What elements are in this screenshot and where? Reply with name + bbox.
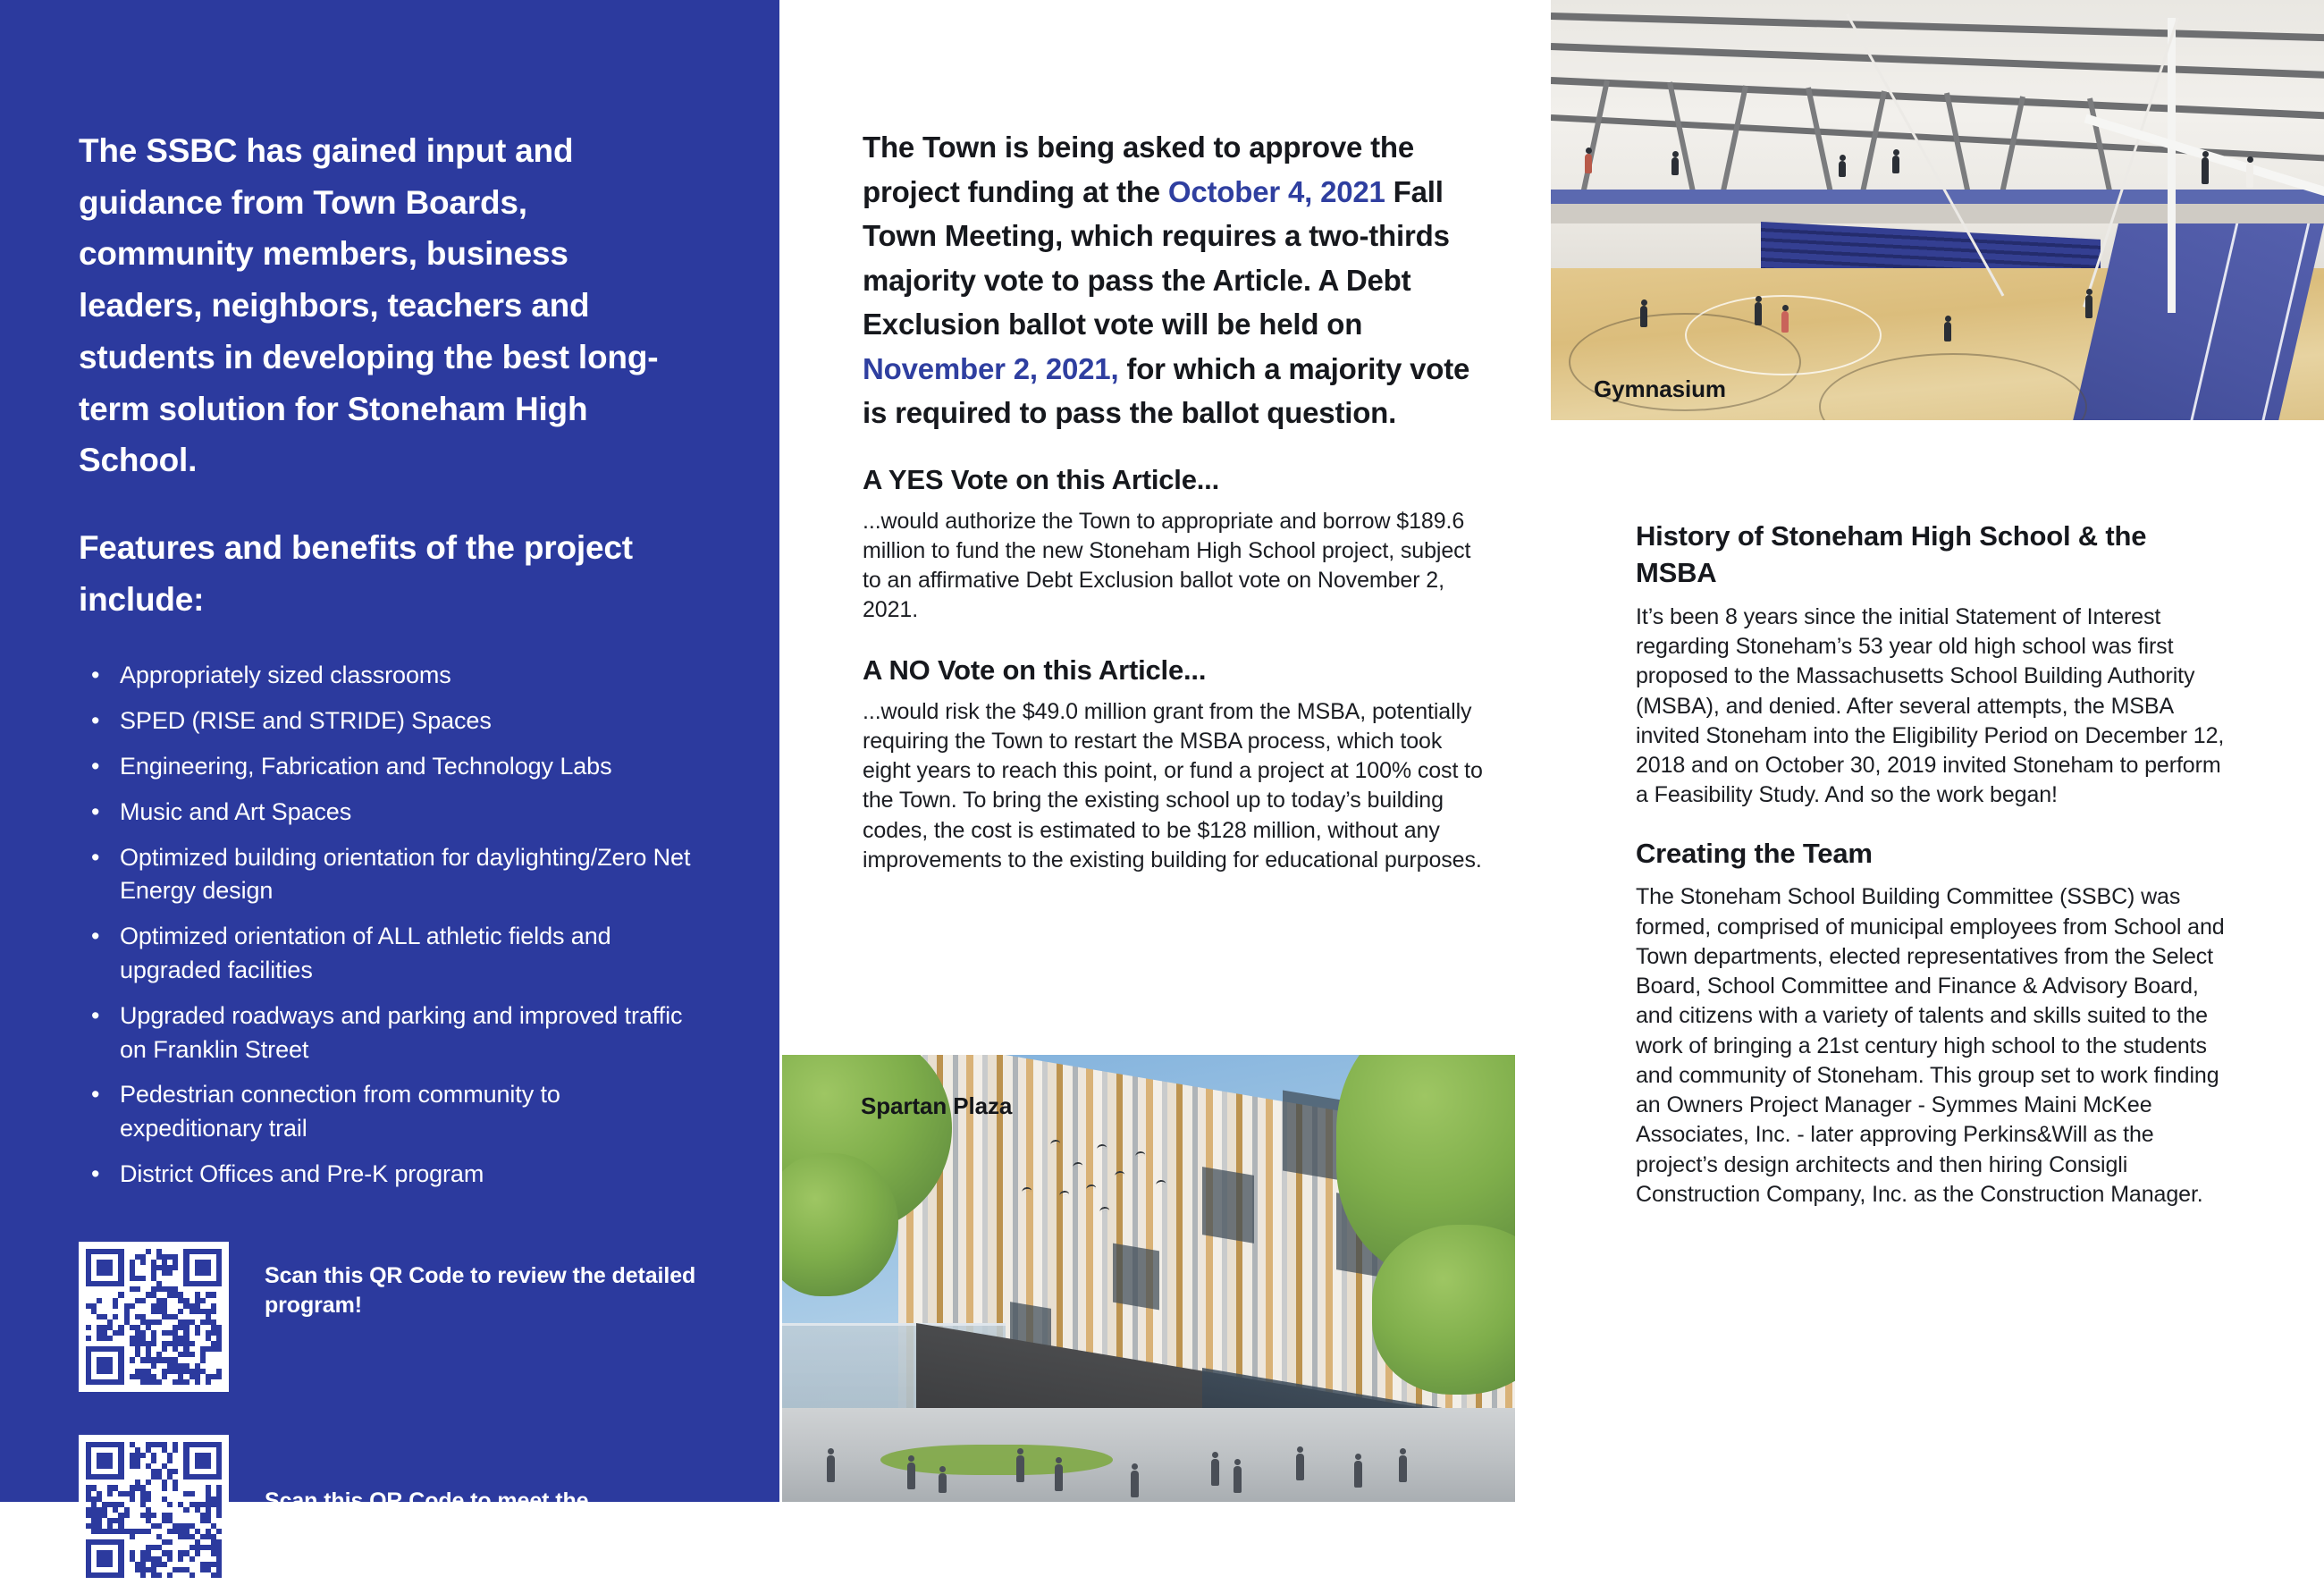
person-figure: [939, 1473, 947, 1493]
bullet-icon: •: [91, 1081, 100, 1109]
bullet-icon: •: [91, 923, 100, 950]
feature-item: [79, 1158, 701, 1192]
spartan-plaza-caption: Spartan Plaza: [861, 1092, 1013, 1119]
feature-label: Optimized orientation of ALL athletic fields and upgraded facilities: [120, 923, 611, 984]
voting-headline: [863, 125, 1488, 435]
person-figure: [1755, 302, 1762, 325]
person-figure: [1296, 1454, 1304, 1480]
feature-label: Engineering, Fabrication and Technology Labs: [120, 753, 612, 780]
bullet-icon: •: [91, 753, 100, 780]
history-body: It’s been 8 years since the initial Statement of Interest regarding Stoneham’s 53 year old high school was first proposed to the Massachusetts School Building Authority (MSBA), and denied. After several attempts, the MSBA invited Stoneham into the Eligibility Period on December 12, 2018 and on October 30, 2019 invited Stoneham to perform a Feasibility Study. And so the work began!: [1636, 603, 2225, 808]
yes-vote-heading: A YES Vote on this Article...: [863, 463, 1220, 495]
left-panel-headline: The SSBC has gained input and guidance from Town Boards, community members, business leaders, neighbors, teachers and students in developing the best long-term solution for Stoneham High School.: [79, 132, 659, 479]
person-figure: [1892, 156, 1899, 173]
facade-window: [1113, 1244, 1159, 1311]
qr-code-image[interactable]: [79, 1242, 229, 1392]
bullet-icon: •: [91, 843, 100, 871]
history-heading: History of Stoneham High School & the MSBA: [1636, 520, 2147, 588]
gymnasium-caption: Gymnasium: [1594, 375, 1726, 402]
right-column: [1636, 518, 2226, 1210]
feature-label: Appropriately sized classrooms: [120, 662, 451, 689]
feature-item: [79, 704, 701, 738]
features-list: [79, 659, 701, 1191]
bullet-icon: •: [91, 662, 100, 689]
person-figure: [1354, 1461, 1362, 1488]
person-figure: [2246, 163, 2253, 188]
qr-code-row[interactable]: [79, 1435, 701, 1585]
qr-code-caption: Scan this QR Code to meet the Stoneham School Building Committee members!: [265, 1488, 668, 1573]
person-figure: [907, 1463, 915, 1489]
feature-item: [79, 920, 701, 988]
person-figure: [1211, 1459, 1219, 1486]
no-vote-body: ...would risk the $49.0 million grant from the MSBA, potentially requiring the Town to restart the MSBA process, which took eight years to reach this point, or fund a project at 100% cost to the Town. To bring the existing school up to today’s building codes, the cost is estimated to be $128 million, without any improvements to the existing building for educational purposes.: [863, 698, 1483, 873]
person-figure: [1585, 154, 1592, 173]
person-figure: [1055, 1464, 1063, 1491]
no-vote-heading: A NO Vote on this Article...: [863, 653, 1207, 686]
person-figure: [827, 1455, 835, 1482]
person-figure: [1234, 1466, 1242, 1493]
feature-item: [79, 999, 701, 1067]
spartan-plaza-rendering: [782, 1055, 1515, 1502]
feature-label: Music and Art Spaces: [120, 797, 352, 825]
mezzanine-slab: [1551, 204, 2324, 223]
qr-code-row[interactable]: [79, 1242, 701, 1392]
volleyball-mast: [2168, 18, 2176, 313]
lawn: [880, 1445, 1113, 1475]
qr-code-caption: Scan this QR Code to review the detailed program!: [265, 1262, 696, 1319]
bullet-icon: •: [91, 797, 100, 825]
headline-accent-date: November 2, 2021,: [863, 351, 1119, 385]
person-figure: [1016, 1455, 1024, 1482]
headline-text: for which a majority vote is required to pass the ballot question.: [863, 351, 1470, 429]
person-figure: [1839, 161, 1846, 177]
headline-text: Fall Town Meeting, which requires a two-thirds majority vote to pass the Article. A Debt Exclusion ballot vote will be held on: [863, 174, 1450, 341]
feature-item: [79, 659, 701, 693]
gymnasium-rendering: [1551, 0, 2324, 420]
qr-code-image[interactable]: [79, 1435, 229, 1585]
bullet-icon: •: [91, 1001, 100, 1029]
feature-item: [79, 841, 701, 909]
headline-accent-date: October 4, 2021: [1167, 174, 1385, 208]
headline-text: The Town is being asked to approve the project funding at the: [863, 131, 1415, 208]
mezzanine-band: [1551, 190, 2324, 204]
person-figure: [1399, 1455, 1407, 1482]
left-blue-panel: [0, 0, 779, 1573]
feature-item: [79, 796, 701, 830]
person-figure: [1781, 311, 1789, 333]
bullet-icon: •: [91, 707, 100, 735]
bullet-icon: •: [91, 1160, 100, 1188]
team-heading: Creating the Team: [1636, 837, 1873, 869]
yes-vote-body: ...would authorize the Town to appropriate and borrow $189.6 million to fund the new Stoneham High School project, subject to an affirmative Debt Exclusion ballot vote on November 2, 2021.: [863, 508, 1471, 623]
feature-label: Upgraded roadways and parking and improved traffic on Franklin Street: [120, 1001, 683, 1063]
tree-right-lower: [1372, 1225, 1515, 1395]
facade-window: [1283, 1090, 1342, 1180]
team-body: The Stoneham School Building Committee (SSBC) was formed, comprised of municipal employees from School and Town departments, elected representatives from the Select Board, School Committee and Finance & Advisory Board, and citizens with a variety of talents and skills suited to the work of bringing a 21st century high school to the students and community of Stoneham. This group set to work finding an Owners Project Manager - Symmes Maini McKee Associates, Inc. - later approving Perkins&Will as the project’s design architects and then hiring Consigli Construction Company, Inc. as the Construction Manager.: [1636, 884, 2225, 1207]
feature-label: Pedestrian connection from community to expeditionary trail: [120, 1081, 560, 1142]
person-figure: [2085, 295, 2092, 318]
feature-item: [79, 750, 701, 784]
person-figure: [2202, 157, 2209, 184]
facade-window: [1202, 1167, 1254, 1244]
feature-label: Optimized building orientation for daylighting/Zero Net Energy design: [120, 843, 691, 905]
feature-label: District Offices and Pre-K program: [120, 1160, 484, 1188]
feature-label: SPED (RISE and STRIDE) Spaces: [120, 707, 492, 735]
person-figure: [1671, 157, 1679, 175]
person-figure: [1944, 322, 1951, 341]
qr-code-block: [79, 1242, 701, 1585]
features-subheading: Features and benefits of the project include:: [79, 529, 633, 618]
person-figure: [1131, 1471, 1139, 1497]
feature-item: [79, 1078, 701, 1146]
person-figure: [1640, 306, 1647, 327]
